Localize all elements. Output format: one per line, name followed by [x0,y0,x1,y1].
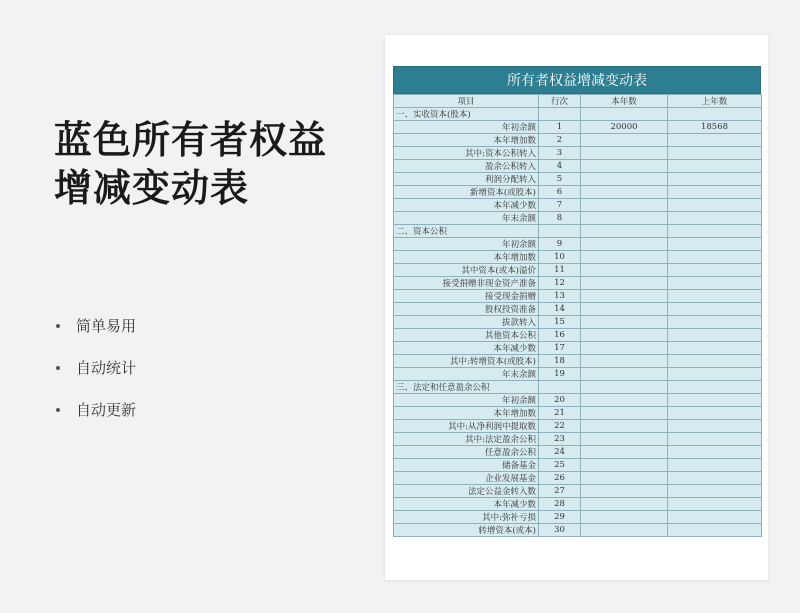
row-number-cell[interactable]: 21 [539,407,581,420]
table-row [394,472,762,485]
item-label[interactable]: 其他资本公积 [394,329,539,342]
previous-year-cell[interactable] [668,225,762,238]
current-year-cell[interactable] [581,524,668,537]
table-row [394,498,762,511]
section-label[interactable]: 二、资本公积 [394,225,539,238]
current-year-cell[interactable] [581,381,668,394]
item-label[interactable]: 企业发展基金 [394,472,539,485]
current-year-cell[interactable] [581,303,668,316]
row-number-cell[interactable]: 2 [539,134,581,147]
previous-year-cell[interactable]: 18568 [668,121,762,134]
equity-table-wrapper [393,66,761,537]
item-label[interactable]: 本年减少数 [394,199,539,212]
current-year-cell[interactable] [581,238,668,251]
table-title: 所有者权益增减变动表 [393,66,761,94]
item-label[interactable]: 盈余公积转入 [394,160,539,173]
row-number-cell[interactable]: 3 [539,147,581,160]
item-label[interactable]: 其中:转增资本(或股本) [394,355,539,368]
row-number-cell[interactable]: 8 [539,212,581,225]
table-row [394,212,762,225]
table-row [394,407,762,420]
promo-title-line2: 增减变动表 [54,166,250,210]
previous-year-cell[interactable] [668,498,762,511]
row-number-cell[interactable]: 30 [539,524,581,537]
row-number-cell[interactable]: 25 [539,459,581,472]
current-year-cell[interactable] [581,472,668,485]
current-year-cell[interactable] [581,277,668,290]
previous-year-cell[interactable] [668,407,762,420]
previous-year-cell[interactable] [668,303,762,316]
table-row [394,433,762,446]
header-row [394,95,762,108]
row-number-cell[interactable]: 12 [539,277,581,290]
row-number-cell[interactable]: 28 [539,498,581,511]
previous-year-cell[interactable] [668,420,762,433]
table-row [394,355,762,368]
item-label[interactable]: 年末余额 [394,212,539,225]
row-number-cell[interactable]: 29 [539,511,581,524]
row-number-cell[interactable]: 19 [539,368,581,381]
section-label[interactable]: 三、法定和任意盈余公积 [394,381,539,394]
current-year-cell[interactable] [581,511,668,524]
row-number-cell[interactable]: 10 [539,251,581,264]
table-row [394,264,762,277]
table-row [394,446,762,459]
feature-item [56,396,136,438]
feature-label: 自动统计 [76,359,137,377]
row-number-cell[interactable] [539,381,581,394]
item-label[interactable]: 本年减少数 [394,342,539,355]
item-label[interactable]: 年末余额 [394,368,539,381]
section-row [394,381,762,394]
previous-year-cell[interactable] [668,433,762,446]
previous-year-cell[interactable] [668,342,762,355]
table-row [394,147,762,160]
table-row [394,394,762,407]
table-row [394,459,762,472]
row-number-cell[interactable] [539,108,581,121]
current-year-cell[interactable] [581,316,668,329]
row-number-cell[interactable]: 7 [539,199,581,212]
feature-item [56,312,136,354]
table-row [394,134,762,147]
promo-title-line1: 蓝色所有者权益 [54,118,328,162]
current-year-cell[interactable] [581,251,668,264]
previous-year-cell[interactable] [668,329,762,342]
row-number-cell[interactable]: 5 [539,173,581,186]
item-label[interactable]: 其中:法定盈余公积 [394,433,539,446]
current-year-cell[interactable] [581,459,668,472]
table-row [394,316,762,329]
bullet-icon [56,408,60,412]
current-year-cell[interactable] [581,485,668,498]
table-row [394,290,762,303]
item-label[interactable]: 本年增加数 [394,134,539,147]
item-label[interactable]: 本年增加数 [394,251,539,264]
table-row [394,329,762,342]
previous-year-cell[interactable] [668,264,762,277]
previous-year-cell[interactable] [668,511,762,524]
row-number-cell[interactable]: 11 [539,264,581,277]
current-year-cell[interactable] [581,212,668,225]
item-label[interactable]: 其中:从净利润中提取数 [394,420,539,433]
item-label[interactable]: 接受捐赠非现金资产准备 [394,277,539,290]
item-label[interactable]: 任意盈余公积 [394,446,539,459]
previous-year-cell[interactable] [668,199,762,212]
row-number-cell[interactable]: 9 [539,238,581,251]
header-current-year: 本年数 [581,95,668,108]
table-row [394,238,762,251]
previous-year-cell[interactable] [668,446,762,459]
current-year-cell[interactable] [581,394,668,407]
previous-year-cell[interactable] [668,134,762,147]
item-label[interactable]: 本年减少数 [394,498,539,511]
table-row [394,485,762,498]
section-label[interactable]: 一、实收资本(股本) [394,108,539,121]
item-label[interactable]: 年初余额 [394,238,539,251]
row-number-cell[interactable] [539,225,581,238]
current-year-cell[interactable]: 20000 [581,121,668,134]
table-row [394,303,762,316]
row-number-cell[interactable]: 26 [539,472,581,485]
feature-item [56,354,136,396]
header-previous-year: 上年数 [668,95,762,108]
current-year-cell[interactable] [581,342,668,355]
item-label[interactable]: 股权投资准备 [394,303,539,316]
row-number-cell[interactable]: 1 [539,121,581,134]
row-number-cell[interactable]: 15 [539,316,581,329]
item-label[interactable]: 拔款转入 [394,316,539,329]
previous-year-cell[interactable] [668,238,762,251]
item-label[interactable]: 接受现金捐赠 [394,290,539,303]
current-year-cell[interactable] [581,147,668,160]
current-year-cell[interactable] [581,264,668,277]
row-number-cell[interactable]: 13 [539,290,581,303]
current-year-cell[interactable] [581,108,668,121]
current-year-cell[interactable] [581,225,668,238]
header-row-number: 行次 [539,95,581,108]
current-year-cell[interactable] [581,160,668,173]
row-number-cell[interactable]: 27 [539,485,581,498]
table-row [394,251,762,264]
feature-list [56,312,136,438]
table-row [394,368,762,381]
current-year-cell[interactable] [581,407,668,420]
item-label[interactable]: 年初余额 [394,121,539,134]
previous-year-cell[interactable] [668,485,762,498]
row-number-cell[interactable]: 17 [539,342,581,355]
section-row [394,225,762,238]
item-label[interactable]: 利润分配转入 [394,173,539,186]
spreadsheet-preview [385,35,768,580]
current-year-cell[interactable] [581,186,668,199]
previous-year-cell[interactable] [668,524,762,537]
current-year-cell[interactable] [581,498,668,511]
table-row [394,277,762,290]
feature-label: 简单易用 [76,317,137,335]
current-year-cell[interactable] [581,355,668,368]
table-row [394,420,762,433]
section-row [394,108,762,121]
previous-year-cell[interactable] [668,251,762,264]
item-label[interactable]: 转增资本(或本) [394,524,539,537]
bullet-icon [56,324,60,328]
item-label[interactable]: 法定公益金转入数 [394,485,539,498]
item-label[interactable]: 本年增加数 [394,407,539,420]
item-label[interactable]: 其中:资本公积转入 [394,147,539,160]
previous-year-cell[interactable] [668,394,762,407]
row-number-cell[interactable]: 6 [539,186,581,199]
item-label[interactable]: 年初余额 [394,394,539,407]
row-number-cell[interactable]: 24 [539,446,581,459]
item-label[interactable]: 其中资本(或本)溢价 [394,264,539,277]
previous-year-cell[interactable] [668,277,762,290]
row-number-cell[interactable]: 23 [539,433,581,446]
current-year-cell[interactable] [581,446,668,459]
bullet-icon [56,366,60,370]
item-label[interactable]: 其中:弥补亏损 [394,511,539,524]
previous-year-cell[interactable] [668,212,762,225]
table-row [394,186,762,199]
row-number-cell[interactable]: 22 [539,420,581,433]
header-item: 项目 [394,95,539,108]
row-number-cell[interactable]: 16 [539,329,581,342]
current-year-cell[interactable] [581,420,668,433]
table-row [394,173,762,186]
row-number-cell[interactable]: 20 [539,394,581,407]
current-year-cell[interactable] [581,173,668,186]
previous-year-cell[interactable] [668,147,762,160]
current-year-cell[interactable] [581,134,668,147]
current-year-cell[interactable] [581,329,668,342]
row-number-cell[interactable]: 4 [539,160,581,173]
previous-year-cell[interactable] [668,316,762,329]
previous-year-cell[interactable] [668,186,762,199]
feature-label: 自动更新 [76,401,137,419]
row-number-cell[interactable]: 14 [539,303,581,316]
previous-year-cell[interactable] [668,108,762,121]
previous-year-cell[interactable] [668,459,762,472]
item-label[interactable]: 新增资本(或股本) [394,186,539,199]
previous-year-cell[interactable] [668,355,762,368]
row-number-cell[interactable]: 18 [539,355,581,368]
current-year-cell[interactable] [581,290,668,303]
table-row [394,524,762,537]
current-year-cell[interactable] [581,433,668,446]
previous-year-cell[interactable] [668,160,762,173]
table-row [394,511,762,524]
table-row [394,160,762,173]
previous-year-cell[interactable] [668,368,762,381]
previous-year-cell[interactable] [668,173,762,186]
previous-year-cell[interactable] [668,472,762,485]
promo-title [54,116,374,212]
current-year-cell[interactable] [581,199,668,212]
previous-year-cell[interactable] [668,381,762,394]
equity-change-table [393,94,762,537]
table-row [394,121,762,134]
previous-year-cell[interactable] [668,290,762,303]
current-year-cell[interactable] [581,368,668,381]
table-row [394,199,762,212]
item-label[interactable]: 储备基金 [394,459,539,472]
table-body [394,108,762,537]
table-row [394,342,762,355]
